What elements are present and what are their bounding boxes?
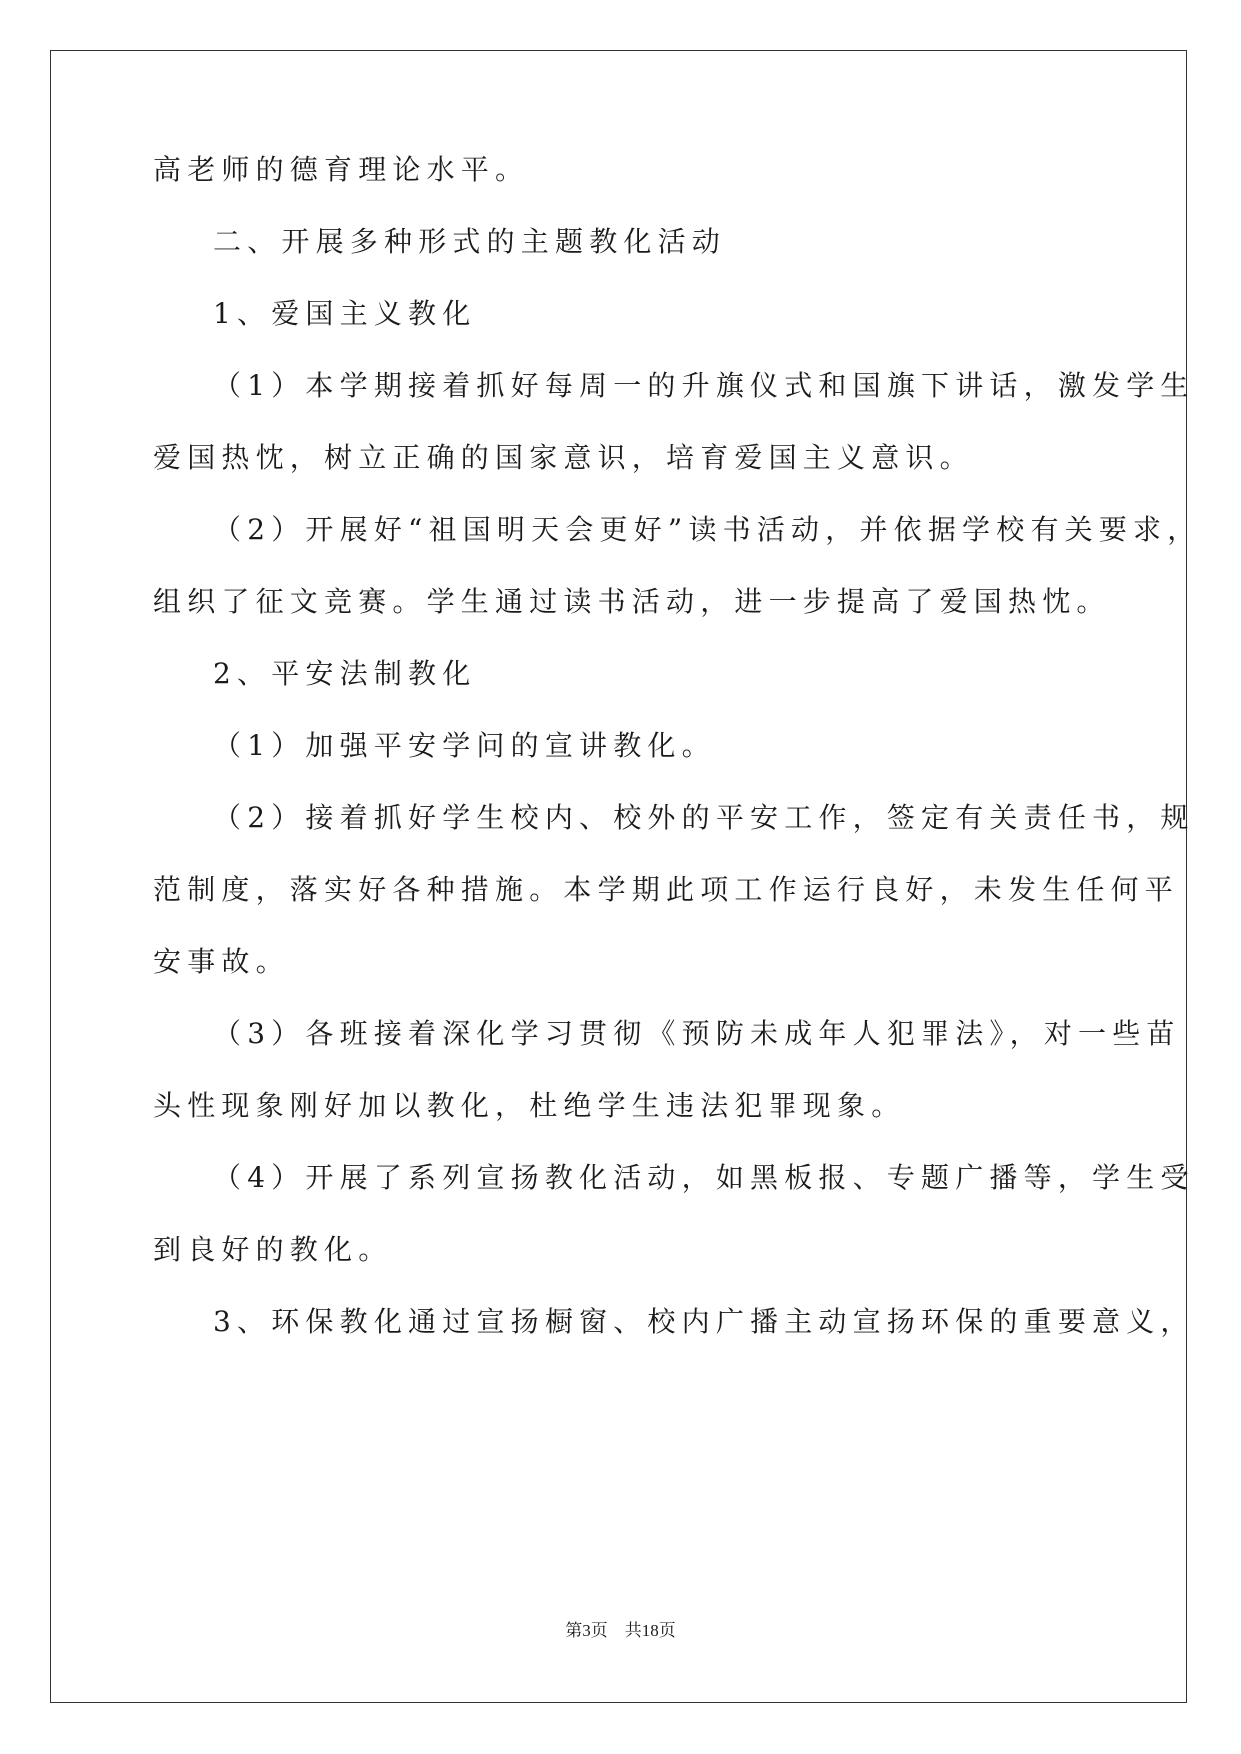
text-line: （2）开展好“祖国明天会更好”读书活动，并依据学校有关要求， [213, 513, 1202, 546]
text-line: 安事故。 [153, 945, 290, 978]
subsection-heading: 3、环保教化通过宣扬橱窗、校内广播主动宣扬环保的重要意义， [213, 1305, 1195, 1338]
section-heading: 二、开展多种形式的主题教化活动 [213, 225, 727, 258]
text-line: 头性现象刚好加以教化，杜绝学生违法犯罪现象。 [153, 1089, 906, 1122]
text-line: 高老师的德育理论水平。 [153, 153, 530, 186]
subsection-heading: 1、爱国主义教化 [213, 297, 477, 330]
page-total: 共18页 [624, 1621, 676, 1640]
page-number: 第3页 [565, 1621, 608, 1640]
page-footer [0, 1619, 1241, 1643]
text-line: （3）各班接着深化学习贯彻《预防未成年人犯罪法》，对一些苗 [213, 1017, 1181, 1050]
text-line: （4）开展了系列宣扬教化活动，如黑板报、专题广播等，学生受 [213, 1161, 1195, 1194]
text-line: 组织了征文竞赛。学生通过读书活动，进一步提高了爱国热忱。 [153, 585, 1111, 618]
text-line: （2）接着抓好学生校内、校外的平安工作，签定有关责任书，规 [213, 801, 1195, 834]
text-line: （1）加强平安学问的宣讲教化。 [213, 729, 716, 762]
text-line: 爱国热忱，树立正确的国家意识，培育爱国主义意识。 [153, 441, 974, 474]
text-line: 到良好的教化。 [153, 1233, 393, 1266]
text-line: （1）本学期接着抓好每周一的升旗仪式和国旗下讲话，激发学生 [213, 369, 1195, 402]
text-line: 范制度，落实好各种措施。本学期此项工作运行良好，未发生任何平 [153, 873, 1180, 906]
subsection-heading: 2、平安法制教化 [213, 657, 477, 690]
